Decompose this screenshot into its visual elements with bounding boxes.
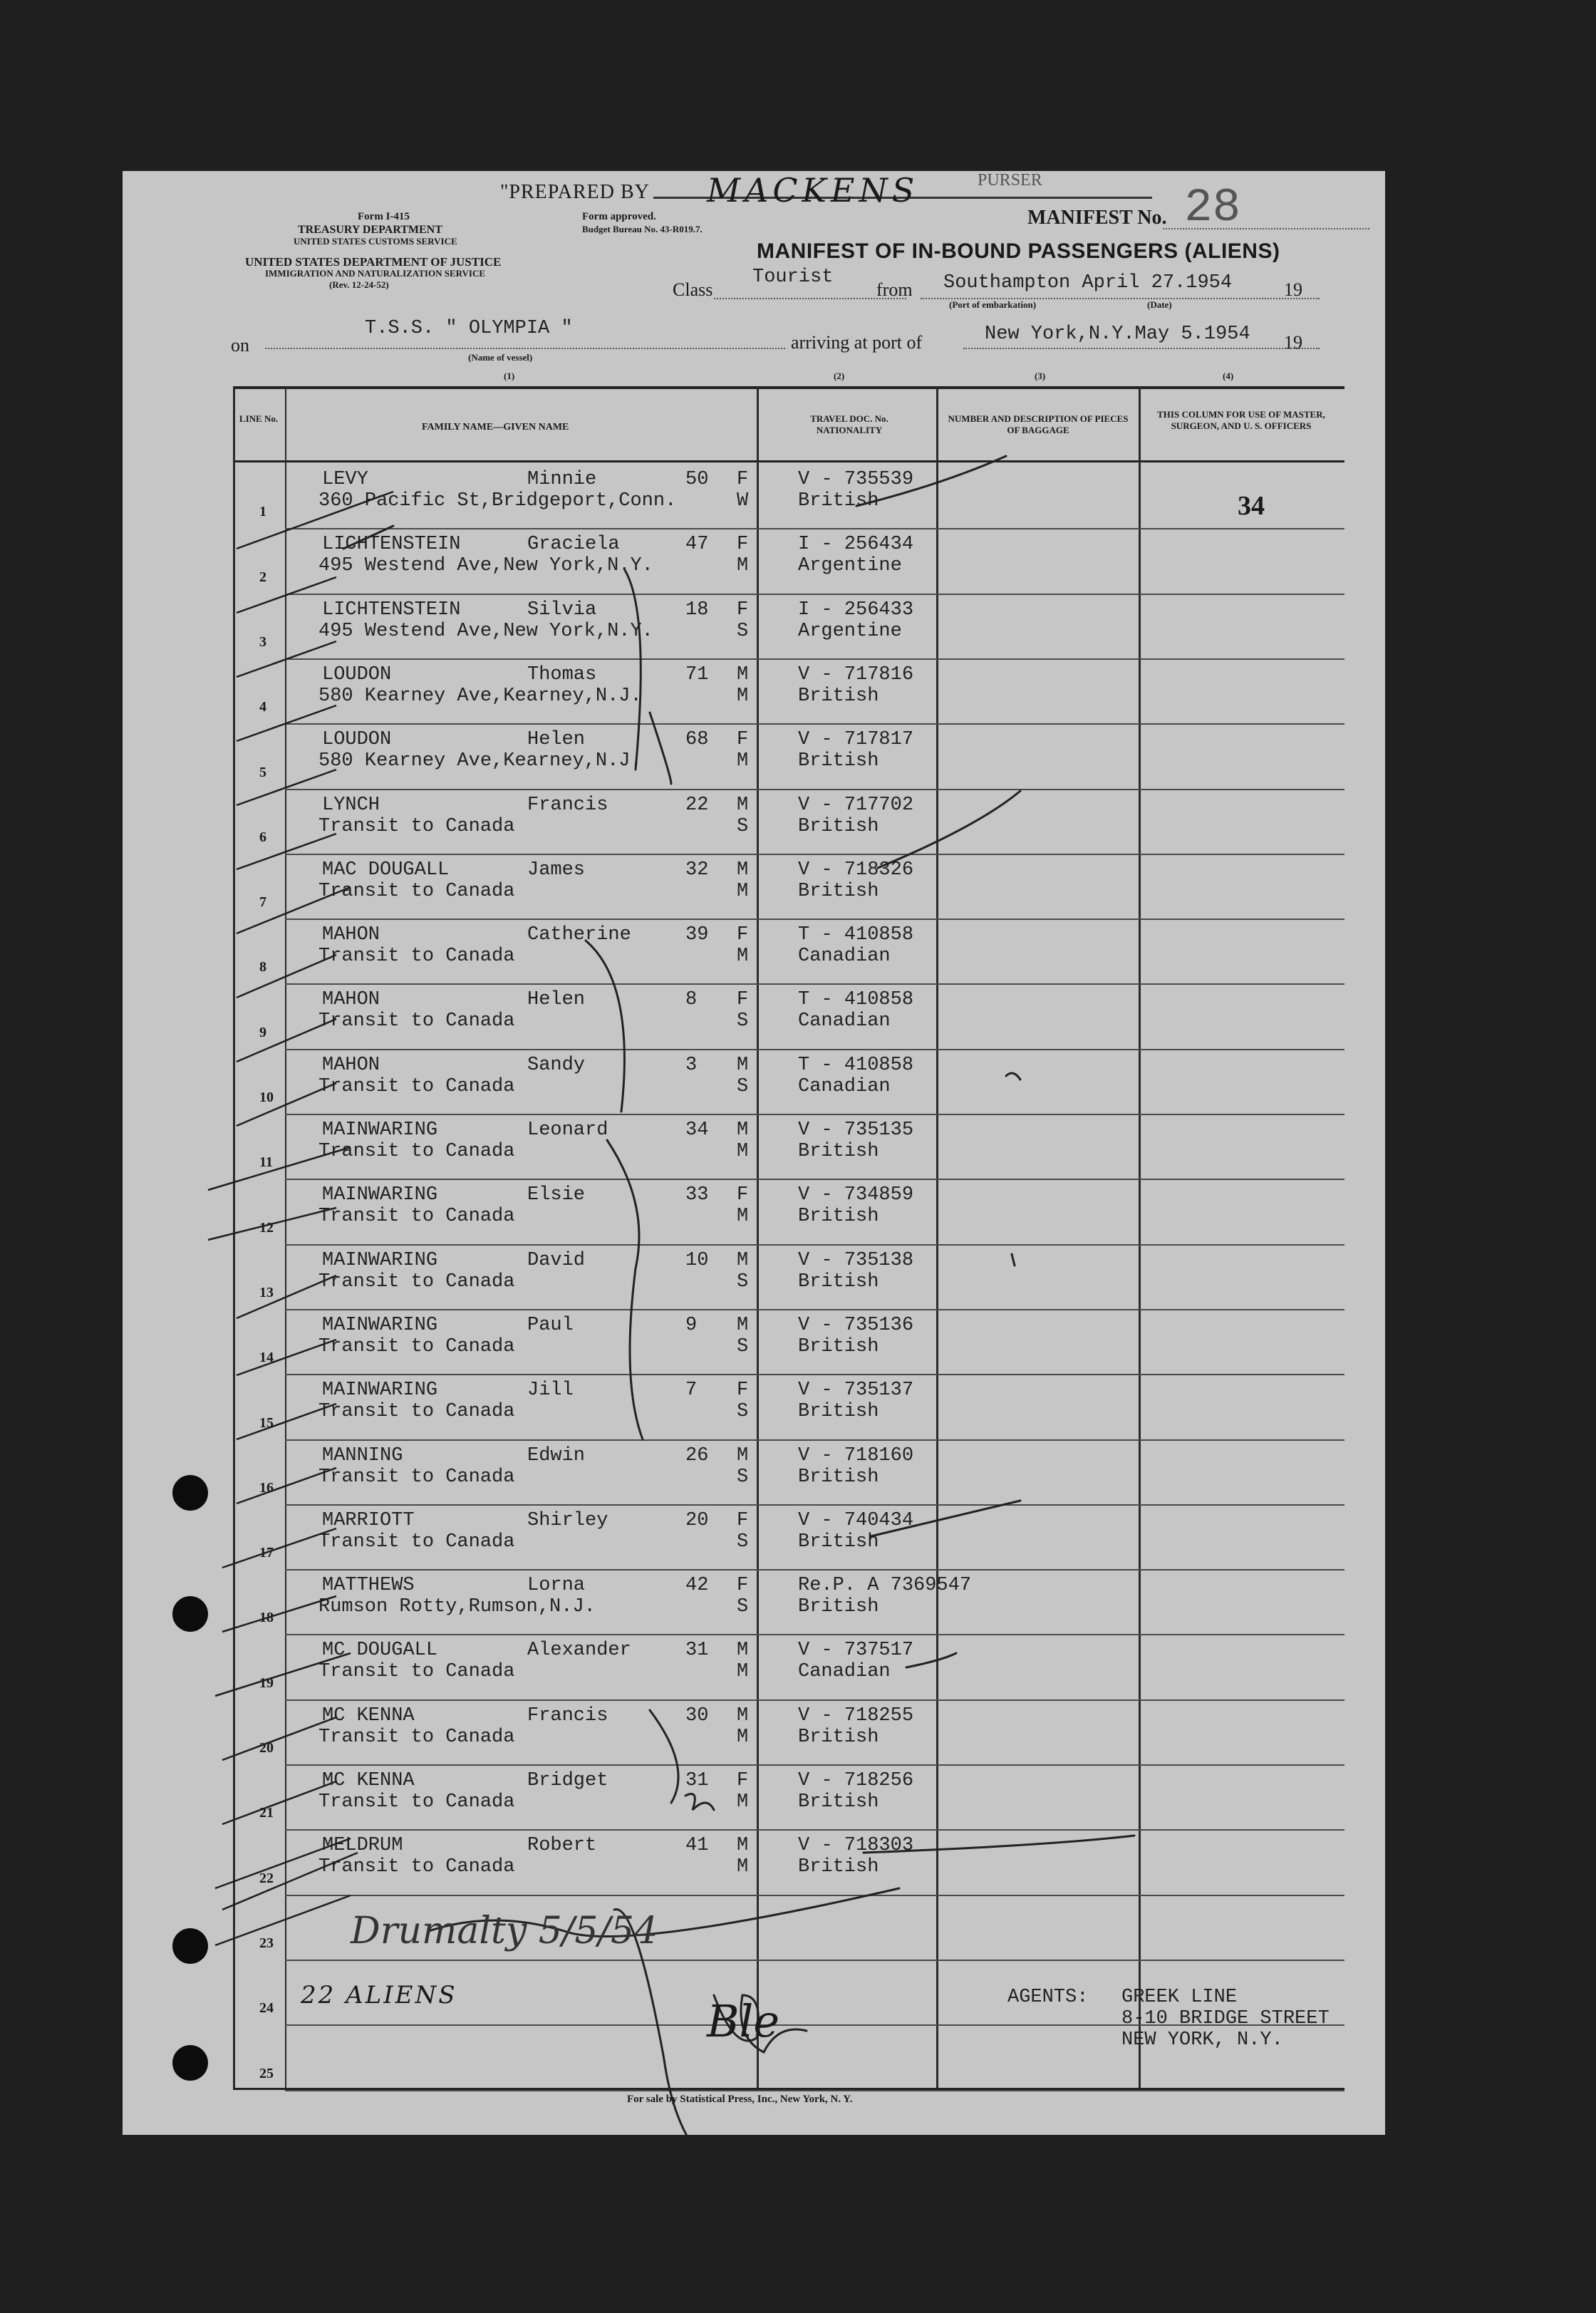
table-top-border xyxy=(233,386,1344,389)
sex: M xyxy=(737,1119,749,1141)
punch-hole xyxy=(172,2045,208,2081)
given-name: Leonard xyxy=(527,1119,608,1141)
age: 39 xyxy=(685,924,709,946)
dept-justice: UNITED STATES DEPARTMENT OF JUSTICE xyxy=(245,255,502,269)
manifest-no-value: 28 xyxy=(1184,181,1241,234)
family-name: LOUDON xyxy=(322,663,392,685)
line-number: 4 xyxy=(259,699,266,715)
col-num-3: (3) xyxy=(1035,371,1046,381)
row-divider xyxy=(285,1439,1344,1441)
nationality: Canadian xyxy=(798,946,891,968)
family-name: MARRIOTT xyxy=(322,1509,415,1531)
given-name: Minnie xyxy=(527,469,597,490)
row-divider xyxy=(285,1569,1344,1571)
line-number: 10 xyxy=(259,1090,274,1105)
marital-status: W xyxy=(737,490,749,512)
sex: F xyxy=(737,989,749,1011)
age: 8 xyxy=(685,989,698,1011)
given-name: Paul xyxy=(527,1314,574,1336)
class-value: Tourist xyxy=(752,267,834,288)
travel-doc-no: V - 735136 xyxy=(798,1314,914,1336)
line-number: 14 xyxy=(259,1350,274,1366)
row-divider xyxy=(285,1179,1344,1180)
row-divider xyxy=(285,789,1344,790)
year-19-bottom: 19 xyxy=(1284,332,1302,353)
family-name: MANNING xyxy=(322,1444,403,1466)
given-name: Bridget xyxy=(527,1770,608,1791)
family-name: MC KENNA xyxy=(322,1770,415,1791)
travel-doc-no: V - 735539 xyxy=(798,469,914,490)
row-divider xyxy=(285,983,1344,985)
year-19-top: 19 xyxy=(1284,279,1302,300)
family-name: MAHON xyxy=(322,1054,380,1076)
given-name: Elsie xyxy=(527,1184,586,1206)
family-name: LICHTENSTEIN xyxy=(322,534,461,556)
travel-doc-no: V - 718255 xyxy=(798,1704,914,1727)
on-label: on xyxy=(231,335,249,356)
family-name: LOUDON xyxy=(322,729,392,751)
family-name: MATTHEWS xyxy=(322,1575,415,1597)
form-approved: Form approved. xyxy=(582,211,656,222)
vessel-name: T.S.S. " OLYMPIA " xyxy=(365,318,573,339)
col-border-travel xyxy=(936,386,938,2089)
sex: M xyxy=(737,1835,749,1857)
marital-status: M xyxy=(737,1661,749,1683)
marital-status: S xyxy=(737,1075,749,1097)
row-divider xyxy=(285,723,1344,725)
col-header-baggage: NUMBER AND DESCRIPTION OF PIECES OF BAGGAGE xyxy=(948,413,1129,435)
address: Transit to Canada xyxy=(318,1661,515,1683)
address: Transit to Canada xyxy=(318,1856,515,1878)
dept-treasury: TREASURY DEPARTMENT xyxy=(298,224,442,236)
family-name: MAHON xyxy=(322,924,380,946)
given-name: Catherine xyxy=(527,924,631,946)
age: 31 xyxy=(685,1770,709,1791)
nationality: Argentine xyxy=(798,620,902,642)
nationality: British xyxy=(798,1726,879,1748)
given-name: Helen xyxy=(527,989,586,1011)
address: Transit to Canada xyxy=(318,1141,515,1162)
col-num-4: (4) xyxy=(1223,371,1234,381)
line-number: 13 xyxy=(259,1284,274,1300)
age: 68 xyxy=(685,729,709,751)
sex: F xyxy=(737,1770,749,1791)
manifest-no-line xyxy=(1163,228,1369,229)
travel-doc-no: V - 735137 xyxy=(798,1380,914,1402)
marital-status: M xyxy=(737,880,749,902)
sex: F xyxy=(737,924,749,946)
given-name: Silvia xyxy=(527,599,597,621)
arriving-label: arriving at port of xyxy=(791,332,923,353)
row-divider xyxy=(285,658,1344,660)
signature: Drumalty 5/5/54 xyxy=(351,1910,658,1952)
marital-status: S xyxy=(737,1466,749,1488)
age: 9 xyxy=(685,1314,698,1336)
given-name: Francis xyxy=(527,794,608,816)
address: 580 Kearney Ave,Kearney,N.J. xyxy=(318,685,642,707)
given-name: David xyxy=(527,1249,586,1271)
line-number: 2 xyxy=(259,569,266,585)
address: Transit to Canada xyxy=(318,1075,515,1097)
sex: F xyxy=(737,1575,749,1597)
line-number: 19 xyxy=(259,1675,274,1691)
initials: Ble xyxy=(707,1995,780,2047)
line-number: 15 xyxy=(259,1414,274,1431)
nationality: Canadian xyxy=(798,1075,891,1097)
row-divider xyxy=(285,1960,1344,1961)
address: 495 Westend Ave,New York,N.Y. xyxy=(318,620,653,642)
travel-doc-no: V - 717702 xyxy=(798,794,914,816)
arriving-line xyxy=(963,348,1320,349)
row-divider xyxy=(285,2090,1344,2091)
nationality: British xyxy=(798,685,879,707)
line-number: 20 xyxy=(259,1740,274,1756)
nationality: British xyxy=(798,1401,879,1423)
travel-doc-no: V - 717817 xyxy=(798,729,914,751)
nationality: Canadian xyxy=(798,1661,891,1683)
address: Transit to Canada xyxy=(318,1401,515,1423)
row-divider xyxy=(285,919,1344,920)
age: 22 xyxy=(685,794,709,816)
col-header-name: FAMILY NAME—GIVEN NAME xyxy=(422,422,569,433)
line-number: 9 xyxy=(259,1024,266,1040)
line-number: 6 xyxy=(259,829,266,845)
age: 30 xyxy=(685,1704,709,1727)
family-name: LICHTENSTEIN xyxy=(322,599,461,621)
address: Transit to Canada xyxy=(318,946,515,968)
prepared-by-signature: MACKENS xyxy=(707,171,919,209)
nationality: Canadian xyxy=(798,1010,891,1033)
family-name: MAHON xyxy=(322,989,380,1011)
agents-line-2: 8-10 BRIDGE STREET xyxy=(1121,2008,1330,2029)
row-divider xyxy=(285,1114,1344,1115)
given-name: Shirley xyxy=(527,1509,608,1531)
family-name: MAINWARING xyxy=(322,1380,438,1402)
manifest-no-label: MANIFEST No. xyxy=(1027,207,1167,229)
age: 47 xyxy=(685,534,709,556)
marital-status: S xyxy=(737,1531,749,1553)
prepared-by-label: "PREPARED BY xyxy=(500,181,650,203)
nationality: British xyxy=(798,1335,879,1357)
row-divider xyxy=(285,1309,1344,1310)
address: Transit to Canada xyxy=(318,1466,515,1488)
age: 71 xyxy=(685,663,709,685)
line-number: 21 xyxy=(259,1805,274,1821)
travel-doc-no: V - 735138 xyxy=(798,1249,914,1271)
travel-doc-no: T - 410858 xyxy=(798,924,914,946)
travel-doc-no: I - 256433 xyxy=(798,599,914,621)
arriving-value: New York,N.Y.May 5.1954 xyxy=(985,324,1250,345)
address: Transit to Canada xyxy=(318,1726,515,1748)
from-label: from xyxy=(876,279,913,300)
marital-status: S xyxy=(737,1596,749,1618)
age: 50 xyxy=(685,469,709,490)
given-name: Jill xyxy=(527,1380,574,1402)
vessel-caption: (Name of vessel) xyxy=(468,352,533,363)
col-border-left xyxy=(233,386,235,2089)
line-number: 23 xyxy=(259,1935,274,1951)
given-name: Sandy xyxy=(527,1054,586,1076)
travel-doc-no: V - 717816 xyxy=(798,663,914,685)
sex: M xyxy=(737,859,749,881)
marital-status: M xyxy=(737,1856,749,1878)
line-number: 11 xyxy=(259,1154,273,1171)
sex: M xyxy=(737,1640,749,1662)
agents-line-3: NEW YORK, N.Y. xyxy=(1121,2029,1283,2051)
nationality: British xyxy=(798,1856,879,1878)
address: Transit to Canada xyxy=(318,1271,515,1293)
nationality: British xyxy=(798,880,879,902)
row-divider xyxy=(285,1829,1344,1831)
agents-line-1: GREEK LINE xyxy=(1121,1987,1238,2008)
family-name: LEVY xyxy=(322,469,368,490)
line-number: 18 xyxy=(259,1610,274,1626)
travel-doc-no: V - 718326 xyxy=(798,859,914,881)
sex: M xyxy=(737,663,749,685)
manifest-title: MANIFEST OF IN-BOUND PASSENGERS (ALIENS) xyxy=(757,239,1280,263)
col-border-baggage xyxy=(1139,386,1141,2089)
line-number: 16 xyxy=(259,1479,274,1496)
col-num-1: (1) xyxy=(504,371,515,381)
nationality: British xyxy=(798,1791,879,1813)
sex: F xyxy=(737,599,749,621)
line-number: 8 xyxy=(259,959,266,976)
age: 3 xyxy=(685,1054,698,1076)
travel-doc-no: V - 718256 xyxy=(798,1770,914,1791)
sex: F xyxy=(737,729,749,751)
age: 18 xyxy=(685,599,709,621)
marital-status: S xyxy=(737,620,749,642)
nationality: British xyxy=(798,1141,879,1162)
nationality: British xyxy=(798,1206,879,1228)
nationality: British xyxy=(798,815,879,837)
address: 360 Pacific St,Bridgeport,Conn. xyxy=(318,490,677,512)
age: 31 xyxy=(685,1640,709,1662)
sex: F xyxy=(737,1184,749,1206)
sex: M xyxy=(737,1249,749,1271)
given-name: Thomas xyxy=(527,663,597,685)
travel-doc-no: V - 734859 xyxy=(798,1184,914,1206)
travel-doc-no: T - 410858 xyxy=(798,989,914,1011)
line-number: 24 xyxy=(259,2000,274,2017)
address: Transit to Canada xyxy=(318,880,515,902)
sex: M xyxy=(737,1704,749,1727)
line-number: 5 xyxy=(259,764,266,780)
table-header-border xyxy=(233,460,1344,462)
marital-status: S xyxy=(737,1335,749,1357)
col-border-name xyxy=(757,386,759,2089)
handwritten-marks xyxy=(123,171,1385,2135)
nationality: British xyxy=(798,750,879,772)
line-number: 17 xyxy=(259,1545,274,1561)
line-number: 25 xyxy=(259,2065,274,2081)
address: Transit to Canada xyxy=(318,1206,515,1228)
form-rev: (Rev. 12-24-52) xyxy=(329,279,389,290)
travel-doc-no: V - 718303 xyxy=(798,1835,914,1857)
address: Rumson Rotty,Rumson,N.J. xyxy=(318,1596,596,1618)
row-divider xyxy=(285,1699,1344,1701)
travel-doc-no: Re.P. A 7369547 xyxy=(798,1575,972,1597)
aliens-note: 22 ALIENS xyxy=(301,1981,457,2009)
age: 42 xyxy=(685,1575,709,1597)
row-divider xyxy=(285,1504,1344,1506)
col-num-2: (2) xyxy=(834,371,845,381)
agents-label: AGENTS: xyxy=(1007,1987,1089,2008)
given-name: Graciela xyxy=(527,534,620,556)
marital-status: S xyxy=(737,1401,749,1423)
marital-status: M xyxy=(737,750,749,772)
line-number: 22 xyxy=(259,1870,274,1886)
marital-status: M xyxy=(737,685,749,707)
line-number: 3 xyxy=(259,633,266,650)
age: 26 xyxy=(685,1444,709,1466)
given-name: Robert xyxy=(527,1835,597,1857)
manifest-sheet xyxy=(123,171,1385,2135)
marital-status: M xyxy=(737,1206,749,1228)
marital-status: S xyxy=(737,815,749,837)
travel-doc-no: V - 737517 xyxy=(798,1640,914,1662)
class-label: Class xyxy=(673,279,713,300)
vessel-line xyxy=(265,348,785,349)
row-divider xyxy=(285,594,1344,595)
sex: M xyxy=(737,1314,749,1336)
family-name: MAINWARING xyxy=(322,1314,438,1336)
nationality: British xyxy=(798,1531,879,1553)
family-name: MAINWARING xyxy=(322,1249,438,1271)
travel-doc-no: V - 735135 xyxy=(798,1119,914,1141)
sex: M xyxy=(737,794,749,816)
row-divider xyxy=(285,528,1344,529)
age: 34 xyxy=(685,1119,709,1141)
given-name: Francis xyxy=(527,1704,608,1727)
marital-status: M xyxy=(737,1791,749,1813)
address: Transit to Canada xyxy=(318,1791,515,1813)
family-name: MC KENNA xyxy=(322,1704,415,1727)
given-name: James xyxy=(527,859,586,881)
age: 20 xyxy=(685,1509,709,1531)
punch-hole xyxy=(172,1928,208,1964)
col-header-officers: THIS COLUMN FOR USE OF MASTER, SURGEON, AND U. S. OFFICERS xyxy=(1157,409,1325,431)
travel-doc-no: I - 256434 xyxy=(798,534,914,556)
marital-status: S xyxy=(737,1010,749,1033)
line-number: 1 xyxy=(259,504,266,520)
nationality: British xyxy=(798,1596,879,1618)
given-name: Helen xyxy=(527,729,586,751)
address: Transit to Canada xyxy=(318,815,515,837)
from-value: Southampton April 27.1954 xyxy=(943,272,1233,294)
travel-doc-no: V - 718160 xyxy=(798,1444,914,1466)
row-divider xyxy=(285,1895,1344,1896)
purser-label: PURSER xyxy=(978,171,1042,190)
sex: F xyxy=(737,469,749,490)
officer-mark: 34 xyxy=(1238,491,1265,521)
row-divider xyxy=(285,1374,1344,1375)
address: Transit to Canada xyxy=(318,1531,515,1553)
family-name: LYNCH xyxy=(322,794,380,816)
line-number: 12 xyxy=(259,1219,274,1236)
age: 32 xyxy=(685,859,709,881)
nationality: British xyxy=(798,490,879,512)
age: 7 xyxy=(685,1380,698,1402)
row-divider xyxy=(285,1049,1344,1050)
sex: F xyxy=(737,534,749,556)
given-name: Edwin xyxy=(527,1444,586,1466)
address: Transit to Canada xyxy=(318,1010,515,1033)
col-header-travel: TRAVEL DOC. No. NATIONALITY xyxy=(810,413,888,435)
row-divider xyxy=(285,1244,1344,1246)
col-border-lineno xyxy=(285,386,286,2089)
port-embark-caption: (Port of embarkation) xyxy=(949,299,1037,310)
sex: F xyxy=(737,1380,749,1402)
punch-hole xyxy=(172,1475,208,1511)
marital-status: M xyxy=(737,1141,749,1162)
family-name: MAC DOUGALL xyxy=(322,859,450,881)
form-no: Form I-415 xyxy=(358,211,410,222)
col-header-line-no: LINE No. xyxy=(239,413,279,424)
nationality: British xyxy=(798,1271,879,1293)
printer-note: For sale by Statistical Press, Inc., New York, N. Y. xyxy=(627,2094,853,2105)
family-name: MC DOUGALL xyxy=(322,1640,438,1662)
marital-status: M xyxy=(737,946,749,968)
sex: F xyxy=(737,1509,749,1531)
age: 33 xyxy=(685,1184,709,1206)
sex: M xyxy=(737,1054,749,1076)
marital-status: S xyxy=(737,1271,749,1293)
age: 41 xyxy=(685,1835,709,1857)
nationality: British xyxy=(798,1466,879,1488)
marital-status: M xyxy=(737,1726,749,1748)
age: 10 xyxy=(685,1249,709,1271)
line-number: 7 xyxy=(259,894,266,911)
dept-ins: IMMIGRATION AND NATURALIZATION SERVICE xyxy=(265,268,486,279)
travel-doc-no: T - 410858 xyxy=(798,1054,914,1076)
family-name: MAINWARING xyxy=(322,1119,438,1141)
budget-bureau: Budget Bureau No. 43-R019.7. xyxy=(582,224,703,234)
address: Transit to Canada xyxy=(318,1335,515,1357)
row-divider xyxy=(285,854,1344,855)
dept-customs: UNITED STATES CUSTOMS SERVICE xyxy=(294,236,457,247)
given-name: Lorna xyxy=(527,1575,586,1597)
punch-hole xyxy=(172,1596,208,1632)
sex: M xyxy=(737,1444,749,1466)
travel-doc-no: V - 740434 xyxy=(798,1509,914,1531)
given-name: Alexander xyxy=(527,1640,631,1662)
address: 495 Westend Ave,New York,N.Y. xyxy=(318,555,653,577)
marital-status: M xyxy=(737,555,749,577)
family-name: MELDRUM xyxy=(322,1835,403,1857)
row-divider xyxy=(285,1764,1344,1766)
date-caption: (Date) xyxy=(1147,299,1172,310)
family-name: MAINWARING xyxy=(322,1184,438,1206)
address: 580 Kearney Ave,Kearney,N.J. xyxy=(318,750,642,772)
row-divider xyxy=(285,1634,1344,1635)
nationality: Argentine xyxy=(798,555,902,577)
